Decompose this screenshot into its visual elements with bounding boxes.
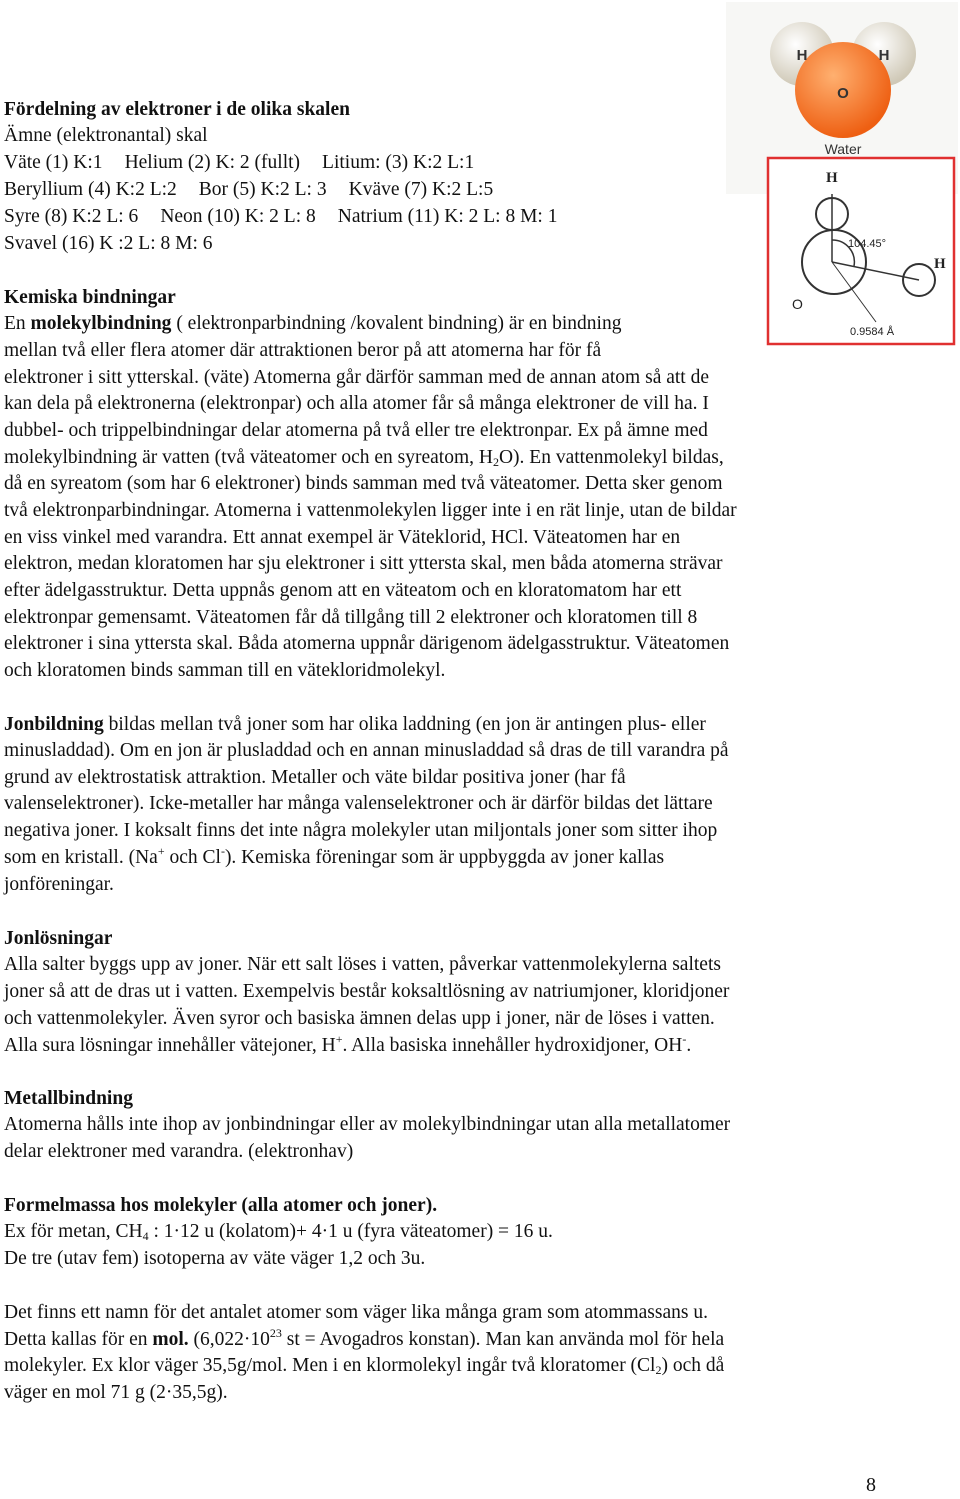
solutions-line-4 xyxy=(4,1033,691,1060)
text-span: Alla sura lösningar innehåller vätejoner, H xyxy=(4,1035,336,1056)
ion-line-1 xyxy=(4,712,706,739)
subscript: 2 xyxy=(492,455,499,469)
ion-line-4: valenselektroner). Icke-metaller har många valenselektroner och är därför bildas det lättare xyxy=(4,793,713,814)
water-h1-label: H xyxy=(796,47,808,64)
formula-line-2: De tre (utav fem) isotoperna av väte väger 1,2 och 3u. xyxy=(4,1248,426,1269)
text-span: bildas mellan två joner som har olika laddning (en jon är antingen plus- eller xyxy=(103,714,706,735)
term-mol: mol. xyxy=(152,1329,189,1350)
subscript: 4 xyxy=(142,1229,149,1243)
superscript: 23 xyxy=(269,1326,282,1340)
shells-entry: Litium: (3) K:2 L:1 xyxy=(322,152,475,173)
ion-line-7: jonföreningar. xyxy=(4,874,114,895)
geometry-length-label: 0.9584 Å xyxy=(850,326,895,338)
chem-line-2: mellan två eller flera atomer där attraktionen beror på att atomerna har för få xyxy=(4,340,602,361)
chem-line-5: dubbel- och trippelbindningar delar atomerna på två eller tre elektronpar. Ex på ämne med xyxy=(4,420,708,441)
superscript: - xyxy=(220,844,225,858)
text-span: st = Avogadros konstan). Man kan använda mol för hela xyxy=(281,1329,725,1350)
geometry-angle-label: 104.45° xyxy=(848,238,887,250)
chem-line-4: kan dela på elektronerna (elektronpar) och alla atomer får så många elektroner de vill ha. I xyxy=(4,393,709,414)
shells-entry: Syre (8) K:2 L: 6 xyxy=(4,206,139,227)
chem-line-9: en viss vinkel med varandra. Ett annat exempel är Väteklorid, HCl. Väteatomen har en xyxy=(4,527,681,548)
text-span: ). Kemiska föreningar som är uppbyggda av joner kallas xyxy=(224,847,665,868)
geometry-o-label: O xyxy=(792,296,803,312)
text-span: . xyxy=(686,1035,692,1056)
chem-line-14: och kloratomen binds samman till en vätekloridmolekyl. xyxy=(4,660,446,681)
mol-line-2 xyxy=(4,1327,724,1354)
shells-entry: Kväve (7) K:2 L:5 xyxy=(348,179,494,200)
superscript: - xyxy=(682,1032,687,1046)
superscript: + xyxy=(157,844,165,858)
shells-entry: Bor (5) K:2 L: 3 xyxy=(198,179,327,200)
shells-entry: Väte (1) K:1 xyxy=(4,152,103,173)
chem-line-10: elektron, medan kloratomen har sju elektroner i sitt yttersta skal, men båda atomerna strävar xyxy=(4,553,723,574)
shells-row-2 xyxy=(4,177,493,204)
page-number: 8 xyxy=(866,1474,876,1496)
text-span: Ex för metan, CH xyxy=(4,1221,143,1242)
water-o-label: O xyxy=(837,85,849,102)
text-span: molekylbindning är vatten (två väteatomer och en syreatom, H xyxy=(4,447,493,468)
mol-line-4: väger en mol 71 g (2·35,5g). xyxy=(4,1382,228,1403)
text-span: ) och då xyxy=(661,1355,725,1376)
text-span: som en kristall. (Na xyxy=(4,847,158,868)
geometry-h-right-label: H xyxy=(934,256,946,272)
solutions-line-1: Alla salter byggs upp av joner. När ett salt löses i vatten, påverkar vattenmolekylerna saltets xyxy=(4,954,721,975)
formula-heading: Formelmassa hos molekyler (alla atomer och joner). xyxy=(4,1195,438,1216)
formula-line-1 xyxy=(4,1219,553,1246)
shells-row-3 xyxy=(4,204,557,231)
mol-line-3 xyxy=(4,1353,724,1380)
chem-line-3: elektroner i sitt ytterskal. (väte) Atomerna går därför samman med de annan atom så att de xyxy=(4,367,709,388)
chem-line-6 xyxy=(4,445,724,472)
shells-subheading: Ämne (elektronantal) skal xyxy=(4,125,208,146)
water-caption: Water xyxy=(824,141,862,157)
ion-line-2: minusladdad). Om en jon är plusladdad och en annan minusladdad så dras de till varandra på xyxy=(4,740,729,761)
shells-entry: Helium (2) K: 2 (fullt) xyxy=(124,152,301,173)
solutions-line-2: joner så att de dras ut i vatten. Exempelvis består koksaltlösning av natriumjoner, kloridjoner xyxy=(4,981,730,1002)
solutions-line-3: och vattenmolekyler. Även syror och basiska ämnen delas upp i joner, när de löses i vatten. xyxy=(4,1008,715,1029)
text-span: En xyxy=(4,313,31,334)
metal-line-2: delar elektroner med varandra. (elektronhav) xyxy=(4,1141,354,1162)
shells-heading: Fördelning av elektroner i de olika skalen xyxy=(4,99,350,120)
shells-row-1 xyxy=(4,150,474,177)
ion-line-5: negativa joner. I koksalt finns det inte några molekyler utan miljontals joner som sitter ihop xyxy=(4,820,718,841)
chem-line-7: då en syreatom (som har 6 elektroner) binds samman med två väteatomer. Detta sker genom xyxy=(4,473,723,494)
solutions-heading: Jonlösningar xyxy=(4,928,113,949)
term-molekylbindning: molekylbindning xyxy=(30,313,172,334)
ion-line-3: grund av elektrostatisk attraktion. Metaller och väte bildar positiva joner (har få xyxy=(4,767,626,788)
ion-line-6 xyxy=(4,845,664,872)
text-span: molekyler. Ex klor väger 35,5g/mol. Men i en klormolekyl ingår två kloratomer (Cl xyxy=(4,1355,656,1376)
chem-heading: Kemiska bindningar xyxy=(4,287,176,308)
chem-line-8: två elektronparbindningar. Atomerna i vattenmolekylen ligger inte i en rät linje, utan de bildar xyxy=(4,500,737,521)
text-span: . Alla basiska innehåller hydroxidjoner, OH xyxy=(342,1035,683,1056)
shells-entry: Svavel (16) K :2 L: 8 M: 6 xyxy=(4,233,213,254)
shells-entry: Neon (10) K: 2 L: 8 xyxy=(160,206,316,227)
text-span: Detta kallas för en xyxy=(4,1329,153,1350)
text-span: : 1·12 u (kolatom)+ 4·1 u (fyra väteatomer) = 16 u. xyxy=(148,1221,553,1242)
geometry-frame xyxy=(768,158,954,344)
metal-heading: Metallbindning xyxy=(4,1088,133,1109)
text-span: (6,022·10 xyxy=(188,1329,270,1350)
mol-line-1: Det finns ett namn för det antalet atomer som väger lika många gram som atommassans u. xyxy=(4,1302,708,1323)
superscript: + xyxy=(335,1032,343,1046)
chem-line-13: elektroner i sina yttersta skal. Båda atomerna uppnår därigenom ädelgasstruktur. Väteatomen xyxy=(4,633,730,654)
subscript: 2 xyxy=(655,1363,662,1377)
text-span: O). En vattenmolekyl bildas, xyxy=(498,447,724,468)
chem-line-1 xyxy=(4,311,621,338)
chem-line-11: efter ädelgasstruktur. Detta uppnås genom att en väteatom och en kloratomatom har ett xyxy=(4,580,682,601)
term-jonbildning: Jonbildning xyxy=(4,714,104,735)
shells-entry: Beryllium (4) K:2 L:2 xyxy=(4,179,177,200)
water-geometry-diagram xyxy=(766,156,956,346)
text-span: ( elektronparbindning /kovalent bindning) är en bindning xyxy=(171,313,622,334)
water-h2-label: H xyxy=(878,47,890,64)
text-span: och Cl xyxy=(164,847,221,868)
shells-row-4 xyxy=(4,231,213,258)
shells-entry: Natrium (11) K: 2 L: 8 M: 1 xyxy=(337,206,558,227)
geometry-h-top-label: H xyxy=(826,170,838,186)
metal-line-1: Atomerna hålls inte ihop av jonbindningar eller av molekylbindningar utan alla metallatomer xyxy=(4,1114,731,1135)
chem-line-12: elektronpar gemensamt. Väteatomen får då tillgång till 2 elektroner och kloratomen till 8 xyxy=(4,607,698,628)
